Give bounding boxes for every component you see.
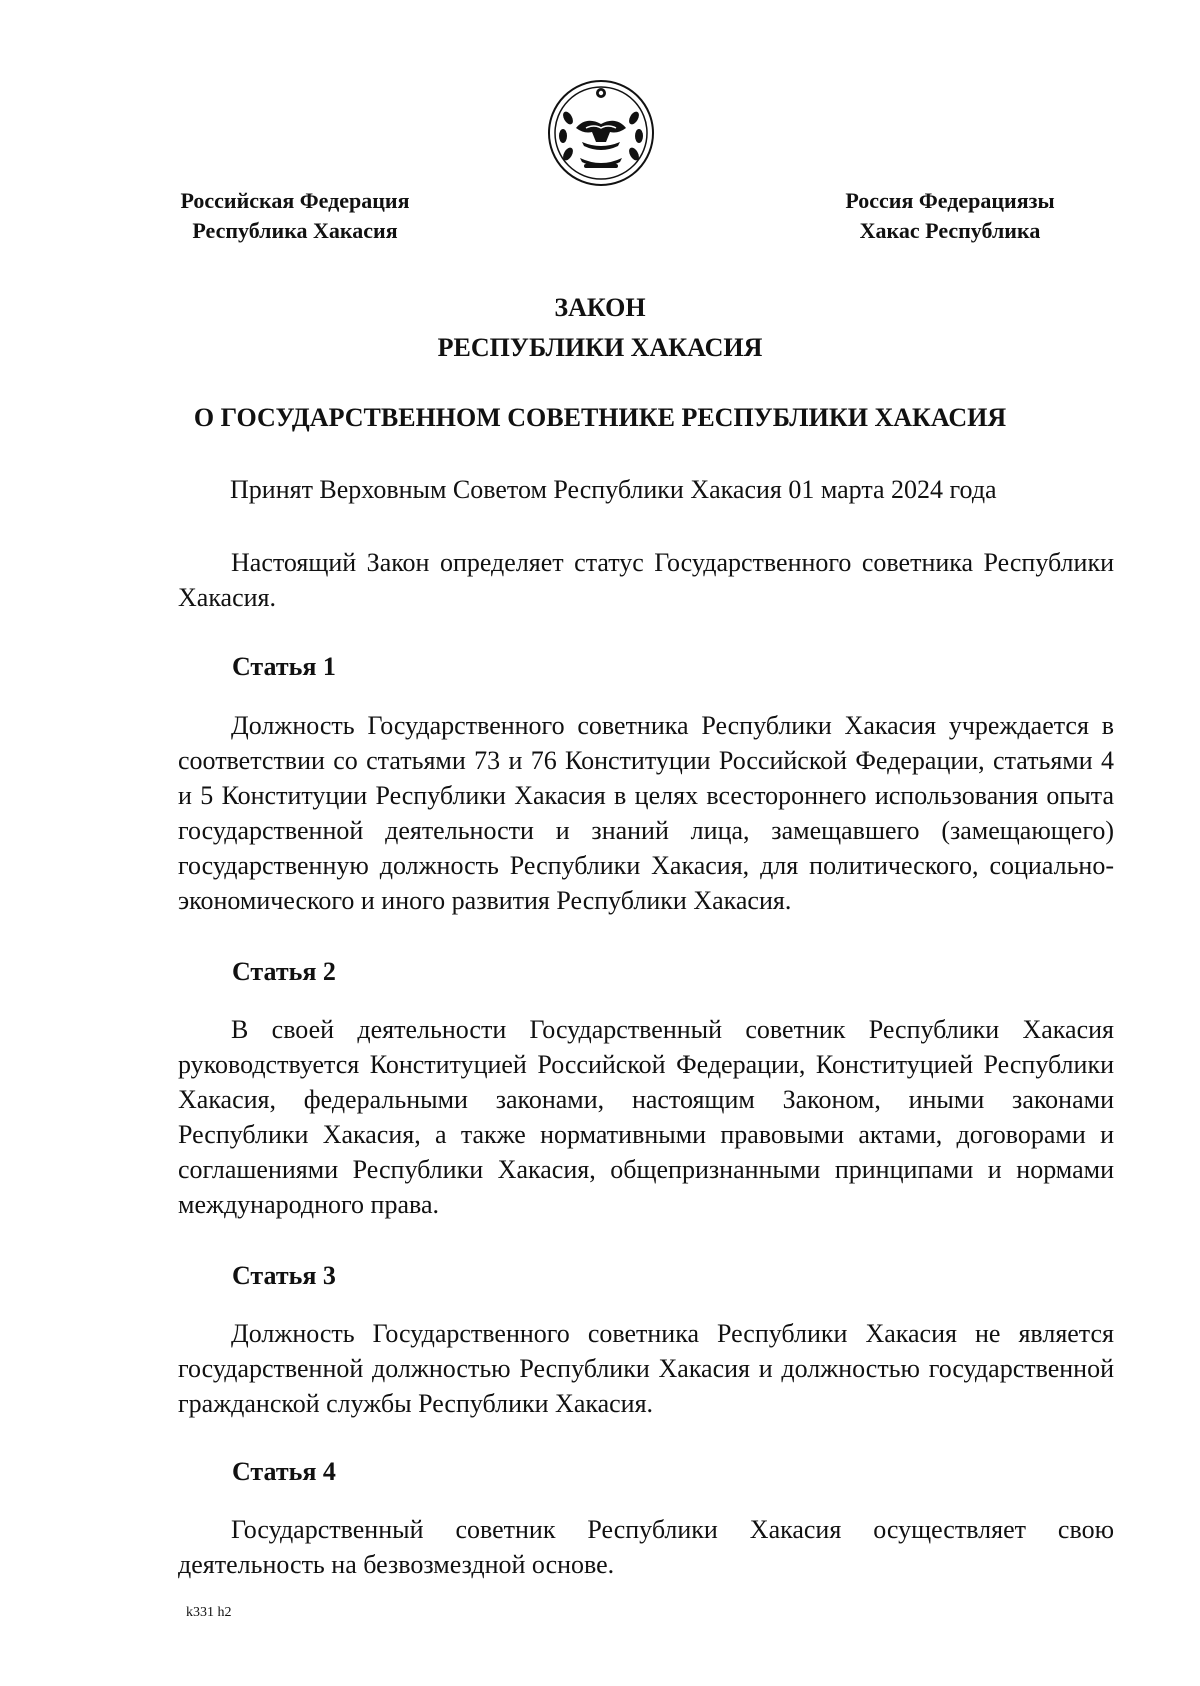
header-right-line2: Хакас Республика (859, 218, 1041, 243)
document-code: k331 h2 (186, 1605, 232, 1620)
article-4-heading: Статья 4 (232, 1457, 336, 1486)
article-3-text: Должность Государственного советника Республики Хакасия не является государственной должностью Республики Хакасия и должностью государственной гражданской службы Республики Хакасия. (178, 1319, 1114, 1418)
law-title-republic: РЕСПУБЛИКИ ХАКАСИЯ (437, 333, 763, 362)
article-4-text: Государственный советник Республики Хакасия осуществляет свою деятельность на безвозмездной основе. (178, 1515, 1114, 1579)
header-left (160, 186, 430, 246)
header-right (830, 186, 1070, 246)
article-1-heading: Статья 1 (232, 652, 336, 681)
article-2-heading: Статья 2 (232, 957, 336, 986)
header-left-line1: Российская Федерация (180, 188, 410, 213)
coat-of-arms-icon (546, 78, 656, 188)
header-right-line1: Россия Федерациязы (845, 188, 1055, 213)
adoption-note: Принят Верховным Советом Республики Хакасия 01 марта 2024 года (230, 475, 997, 504)
preamble: Настоящий Закон определяет статус Государственного советника Республики Хакасия. (178, 548, 1114, 612)
article-2-text: В своей деятельности Государственный советник Республики Хакасия руководствуется Конституцией Российской Федерации, Конституцией Республики Хакасия, федеральными законами, настоящим Законом, иными законами Республики Хакасия, а также нормативными правовыми актами, договорами и соглашениями Республики Хакасия, общепризнанными принципами и нормами международного права. (178, 1015, 1114, 1219)
article-1-text: Должность Государственного советника Республики Хакасия учреждается в соответствии со статьями 73 и 76 Конституции Российской Федерации, статьями 4 и 5 Конституции Республики Хакасия в целях всестороннего использования опыта государственной деятельности и знаний лица, замещавшего (замещающего) государственную должность Республики Хакасия, для политического, социально-экономического и иного развития Республики Хакасия. (178, 711, 1114, 915)
law-title: ЗАКОН (554, 293, 646, 322)
article-3-heading: Статья 3 (232, 1261, 336, 1290)
law-subject: О ГОСУДАРСТВЕННОМ СОВЕТНИКЕ РЕСПУБЛИКИ ХАКАСИЯ (193, 403, 1007, 432)
header-left-line2: Республика Хакасия (192, 218, 398, 243)
